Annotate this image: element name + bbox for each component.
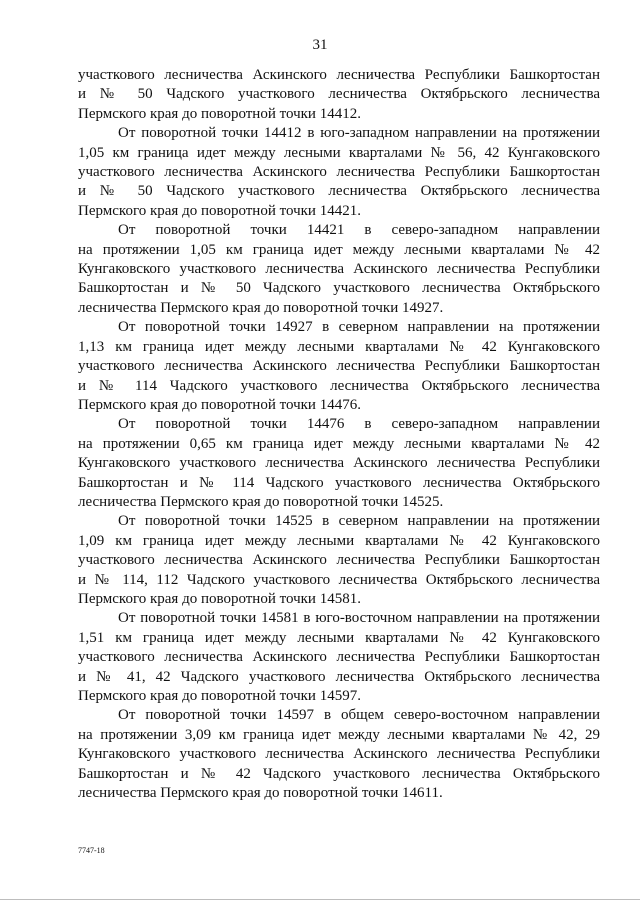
text-line: Кунгаковского участкового лесничества Аскинского лесничества Республики — [78, 455, 600, 472]
text-line: участкового лесничества Аскинского лесничества Республики Башкортостан — [78, 358, 600, 375]
text-line: лесничества Пермского края до поворотной точки 14927. — [78, 299, 444, 316]
text-line: на протяжении 0,65 км граница идет между лесными кварталами № 42 — [78, 435, 600, 452]
text-line: Кунгаковского участкового лесничества Аскинского лесничества Республики — [78, 746, 600, 763]
text-line: Пермского края до поворотной точки 14597. — [78, 688, 361, 704]
paragraph — [78, 66, 600, 124]
document-code: 7747-18 — [78, 846, 105, 855]
text-line: участкового лесничества Аскинского лесничества Республики Башкортостан — [78, 67, 600, 83]
text-line: на протяжении 3,09 км граница идет между лесными кварталами № 42, 29 — [78, 726, 600, 743]
text-line: и № 114, 112 Чадского участкового лесничества Октябрьского лесничества — [78, 571, 600, 588]
paragraph — [78, 415, 600, 512]
document-body — [78, 66, 600, 803]
text-line: 1,13 км граница идет между лесными кварталами № 42 Кунгаковского — [78, 338, 600, 355]
text-line: Башкортостан и № 114 Чадского участкового лесничества Октябрьского — [78, 474, 600, 491]
paragraph — [78, 318, 600, 415]
text-line: на протяжении 1,05 км граница идет между лесными кварталами № 42 — [78, 241, 600, 258]
text-line: От поворотной точки 14581 в юго-восточном направлении на протяжении — [118, 610, 600, 627]
text-line: лесничества Пермского края до поворотной точки 14611. — [78, 785, 443, 802]
text-line: Кунгаковского участкового лесничества Аскинского лесничества Республики — [78, 261, 600, 278]
text-line: От поворотной точки 14412 в юго-западном направлении на протяжении — [118, 125, 600, 142]
text-line: участкового лесничества Аскинского лесничества Республики Башкортостан — [78, 552, 600, 569]
paragraph — [78, 124, 600, 221]
text-line: Пермского края до поворотной точки 14476. — [78, 396, 361, 413]
text-line: 1,05 км граница идет между лесными кварталами № 56, 42 Кунгаковского — [78, 144, 600, 161]
text-line: Пермского края до поворотной точки 14421. — [78, 202, 361, 219]
page-number: 31 — [312, 37, 328, 53]
paragraph — [78, 706, 600, 803]
paragraph — [78, 512, 600, 609]
text-line: и № 114 Чадского участкового лесничества Октябрьского лесничества — [78, 377, 600, 394]
text-line: 1,09 км граница идет между лесными кварталами № 42 Кунгаковского — [78, 532, 600, 549]
text-line: лесничества Пермского края до поворотной точки 14525. — [78, 493, 444, 510]
text-line: участкового лесничества Аскинского лесничества Республики Башкортостан — [78, 164, 600, 181]
text-line: Башкортостан и № 42 Чадского участкового лесничества Октябрьского — [78, 765, 600, 782]
text-line: Пермского края до поворотной точки 14412. — [78, 105, 361, 122]
text-line: Башкортостан и № 50 Чадского участкового лесничества Октябрьского — [78, 280, 600, 297]
text-line: От поворотной точки 14421 в северо-западном направлении — [118, 222, 600, 239]
text-line: От поворотной точки 14597 в общем северо-восточном направлении — [118, 707, 600, 724]
text-line: и № 41, 42 Чадского участкового лесничества Октябрьского лесничества — [78, 668, 600, 685]
text-line: Пермского края до поворотной точки 14581. — [78, 590, 361, 607]
text-line: От поворотной точки 14476 в северо-западном направлении — [118, 416, 600, 433]
text-line: участкового лесничества Аскинского лесничества Республики Башкортостан — [78, 649, 600, 666]
text-line: От поворотной точки 14525 в северном направлении на протяжении — [118, 513, 600, 530]
scan-edge-line — [0, 899, 640, 900]
text-line: От поворотной точки 14927 в северном направлении на протяжении — [118, 319, 600, 336]
text-line: и № 50 Чадского участкового лесничества Октябрьского лесничества — [78, 183, 600, 200]
paragraph — [78, 609, 600, 706]
paragraph — [78, 221, 600, 318]
text-line: 1,51 км граница идет между лесными кварталами № 42 Кунгаковского — [78, 629, 600, 646]
text-line: и № 50 Чадского участкового лесничества Октябрьского лесничества — [78, 86, 600, 103]
